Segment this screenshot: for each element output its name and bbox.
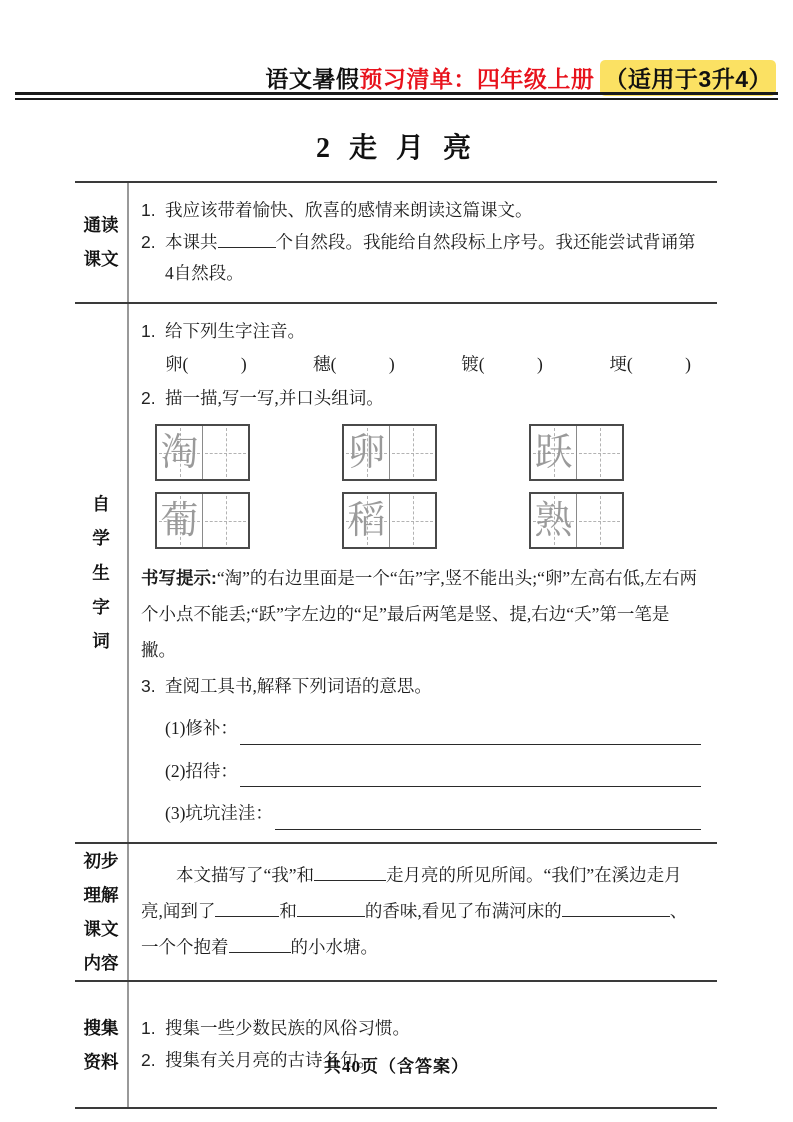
trace-character: 稻 — [347, 499, 386, 542]
tracing-cell — [157, 426, 202, 479]
fill-blank — [218, 228, 276, 247]
list-item — [141, 316, 701, 348]
paragraph-segment: 和 — [279, 900, 297, 921]
list-item — [141, 383, 701, 415]
item-number: 1. — [141, 200, 156, 220]
paragraph-segment: 走月亮的所见所闻。“我们”在溪边走月亮,闻到了 — [141, 865, 682, 921]
item-text — [165, 227, 701, 290]
paragraph-segment: 本文描写了“我”和 — [176, 865, 315, 886]
row-label-comprehension — [75, 844, 129, 981]
item-text: 给下列生字注音。 — [165, 320, 305, 341]
trace-character: 跃 — [534, 431, 573, 474]
item-text: 描一描,写一写,并口头组词。 — [165, 387, 384, 408]
tracing-cell — [531, 494, 576, 547]
row-label-line: 学 — [92, 528, 110, 549]
item-number: 2. — [141, 231, 156, 252]
tracing-box — [155, 492, 250, 549]
fill-blank — [314, 862, 386, 881]
row-label-line: 内容 — [83, 953, 119, 973]
item-number: 3. — [141, 675, 156, 696]
page-header — [265, 60, 776, 96]
grid-row — [155, 492, 701, 549]
row-label-line: 字 — [92, 596, 110, 617]
header-grade-badge: （适用于3升4） — [600, 60, 776, 96]
writing-cell — [202, 494, 248, 547]
definition-label: (2)招待： — [165, 760, 238, 781]
fill-blank — [240, 767, 701, 787]
trace-character: 卵 — [347, 431, 386, 474]
tracing-box — [529, 424, 624, 481]
row-content-collect-materials — [129, 982, 717, 1107]
list-item — [141, 1013, 701, 1045]
definition-label: (1)修补： — [165, 718, 238, 739]
writing-tip — [141, 561, 701, 669]
definition-line — [165, 756, 701, 788]
pinyin-fill-line — [165, 349, 701, 381]
fill-blank — [229, 933, 291, 952]
tracing-box — [342, 492, 437, 549]
writing-cell — [389, 494, 435, 547]
paragraph-segment: 的香味,看见了布满河床的 — [364, 900, 562, 921]
row-label-line: 生 — [92, 562, 110, 583]
writing-cell — [576, 494, 622, 547]
fill-blank — [562, 898, 670, 917]
fill-blank — [275, 809, 701, 829]
tracing-cell — [344, 426, 389, 479]
definition-line — [165, 798, 701, 830]
row-label-line: 初步 — [83, 850, 119, 871]
trace-character: 淘 — [160, 431, 199, 474]
fill-blank — [240, 724, 701, 744]
definition-label: (3)坑坑洼洼： — [165, 803, 273, 824]
trace-character: 熟 — [534, 499, 573, 542]
definition-line — [165, 713, 701, 745]
row-content-comprehension — [129, 844, 717, 981]
header-subtitle: 预习清单：四年级上册 — [359, 66, 595, 92]
writing-tip-text: “淘”的右边里面是一个“缶”字,竖不能出头;“卵”左高右低,左右两个小点不能丢;“跃”字左边的“足”最后两笔是竖、提,右边“夭”第一笔是撇。 — [141, 568, 698, 660]
pinyin-item: 卵( ) — [165, 354, 247, 374]
pinyin-item: 穗( ) — [313, 354, 395, 374]
row-label-line: 课文 — [83, 918, 119, 939]
item-number: 1. — [141, 320, 156, 341]
row-label-line: 课文 — [83, 249, 119, 270]
row-label-line: 资料 — [83, 1051, 119, 1072]
header-series-title: 语文暑假 — [265, 66, 360, 92]
tracing-cell — [157, 494, 202, 547]
row-label-line: 自 — [92, 494, 110, 515]
writing-cell — [576, 426, 622, 479]
item-text: 查阅工具书,解释下列词语的意思。 — [165, 675, 432, 696]
item-number: 2. — [141, 387, 156, 408]
row-label-line: 理解 — [83, 884, 119, 905]
writing-tip-label: 书写提示: — [141, 568, 217, 588]
item-number: 2. — [141, 1049, 156, 1070]
tracing-box — [529, 492, 624, 549]
grid-row — [155, 424, 701, 481]
pinyin-item: 埂( ) — [609, 354, 691, 374]
table-row-collect-materials — [75, 980, 717, 1107]
item-text-segment: 个自然段。我能给自然段标上序号。我还能尝试背诵第4自然段。 — [165, 231, 696, 283]
item-text-segment: 本课共 — [165, 231, 218, 252]
fill-blank — [215, 898, 279, 917]
row-content-read-aloud — [129, 183, 717, 302]
row-content-self-study-words — [129, 304, 717, 842]
row-label-read-aloud — [75, 183, 129, 302]
tracing-cell — [531, 426, 576, 479]
comprehension-paragraph — [141, 858, 701, 966]
row-label-collect-materials — [75, 982, 129, 1107]
paragraph-segment: 的小水塘。 — [290, 936, 378, 957]
item-text: 搜集一些少数民族的风俗习惯。 — [165, 1018, 410, 1039]
header-double-rule — [15, 92, 778, 100]
lesson-title: 2 走 月 亮 — [315, 133, 477, 164]
writing-cell — [202, 426, 248, 479]
item-text: 我应该带着愉快、欣喜的感情来朗读这篇课文。 — [165, 200, 533, 220]
writing-cell — [389, 426, 435, 479]
row-label-line: 通读 — [83, 215, 119, 236]
list-item — [141, 227, 701, 290]
page-count-footer: 共40页（含答案） — [324, 1057, 469, 1076]
row-label-line: 词 — [92, 630, 110, 651]
fill-blank — [297, 898, 365, 917]
paragraph-segment: 、一个个抱着 — [141, 900, 688, 957]
tracing-cell — [344, 494, 389, 547]
list-item — [141, 671, 701, 703]
trace-character: 葡 — [160, 499, 199, 542]
item-number: 1. — [141, 1018, 156, 1039]
tracing-box — [342, 424, 437, 481]
item-text: 搜集有关月亮的古诗名句。 — [165, 1049, 375, 1070]
list-item — [141, 195, 701, 227]
character-tracing-grids — [155, 424, 701, 549]
table-row-comprehension — [75, 842, 717, 981]
row-label-self-study-words — [75, 304, 129, 842]
table-row-self-study-words — [75, 302, 717, 842]
row-label-line: 搜集 — [83, 1017, 119, 1038]
worksheet-table — [75, 181, 717, 1109]
tracing-box — [155, 424, 250, 481]
pinyin-item: 镀( ) — [461, 354, 543, 374]
table-row-read-aloud — [75, 183, 717, 302]
